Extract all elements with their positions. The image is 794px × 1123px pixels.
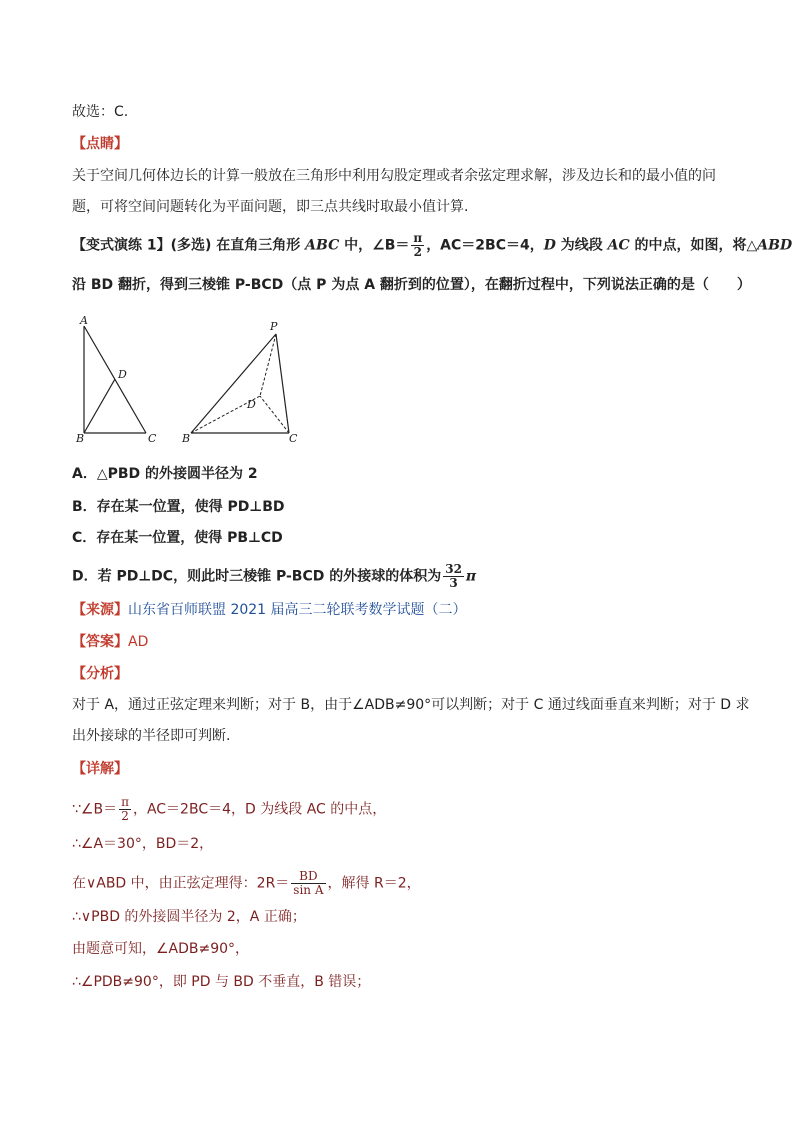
frac-den: sin A <box>293 883 324 897</box>
option-a: A．△PBD 的外接圆半径为 2 <box>72 466 258 482</box>
problem-text: 为线段 <box>555 237 608 254</box>
frac-num: π <box>121 795 129 809</box>
option-c: C．存在某一位置，使得 PB⊥CD <box>72 530 283 546</box>
pi-symbol: π <box>465 568 477 585</box>
frac-num: π <box>413 231 423 245</box>
problem-line-1 <box>72 232 792 259</box>
triangle-abc: ABC <box>305 237 340 254</box>
detail-line-3 <box>72 870 421 897</box>
source-label: 【来源】 <box>72 602 128 618</box>
option-d-text: D．若 PD⊥DC，则此时三棱锥 P-BCD 的外接球的体积为 <box>72 568 442 585</box>
detail-line-5: 由题意可知，∠ADB≠90°， <box>72 941 250 957</box>
dianjing-label: 【点睛】 <box>72 136 128 152</box>
pi-over-2-fraction <box>411 232 424 259</box>
frac-den: 2 <box>121 809 129 823</box>
problem-text: 的中点，如图，将△ <box>629 237 758 254</box>
label-a: A <box>80 314 88 327</box>
detail-line-1 <box>72 796 386 823</box>
answer-label: 【答案】 <box>72 634 128 650</box>
problem-label: 【变式演练 1】 <box>72 237 171 254</box>
volume-fraction <box>443 563 464 590</box>
problem-text: (多选) 在直角三角形 <box>170 237 306 254</box>
triangle-abd: ABD <box>757 237 793 254</box>
frac-den: 2 <box>413 245 422 259</box>
label-p: P <box>270 320 278 333</box>
problem-text: 中，∠B＝ <box>339 237 410 254</box>
detail-text: ，AC＝2BC＝4，D 为线段 AC 的中点， <box>132 801 387 818</box>
source-line <box>72 600 467 620</box>
answer-choice-text: 故选：C. <box>72 104 129 120</box>
frac-den: 3 <box>449 576 458 590</box>
dianjing-text-1: 关于空间几何体边长的计算一般放在三角形中利用勾股定理或者余弦定理求解，涉及边长和的最小值的问 <box>72 168 716 184</box>
label-d-right: D <box>247 398 256 411</box>
label-b: B <box>76 432 85 445</box>
detail-text: ，解得 R＝2， <box>327 875 421 892</box>
pi-over-2-fraction <box>119 796 131 823</box>
geometry-figure <box>70 312 310 447</box>
detail-text: ∵∠B＝ <box>72 801 118 818</box>
edge-bd <box>84 379 115 433</box>
label-d: D <box>118 368 127 381</box>
detail-line-6: ∴∠PDB≠90°，即 PD 与 BD 不垂直，B 错误； <box>72 974 371 990</box>
edge-pc <box>276 334 289 433</box>
answer-text: AD <box>128 634 149 650</box>
label-b-right: B <box>182 432 191 445</box>
label-c-right: C <box>289 432 298 445</box>
frac-num: BD <box>291 870 325 884</box>
guxuan-line <box>72 102 128 122</box>
problem-line-2: 沿 BD 翻折，得到三棱锥 P-BCD（点 P 为点 A 翻折到的位置），在翻折过程中，下列说法正确的是（ ） <box>72 277 751 293</box>
option-d <box>72 563 476 590</box>
dianjing-text-2: 题，可将空间问题转化为平面问题，即三点共线时取最小值计算. <box>72 199 469 215</box>
detail-text: 在∨ABD 中，由正弦定理得：2R＝ <box>72 875 290 892</box>
label-c: C <box>148 432 157 445</box>
source-text: 山东省百师联盟 2021 届高三二轮联考数学试题（二） <box>128 602 467 618</box>
detail-line-2: ∴∠A＝30°，BD＝2， <box>72 836 214 852</box>
sine-rule-fraction <box>291 870 325 897</box>
detail-line-4: ∴∨PBD 的外接圆半径为 2，A 正确； <box>72 909 306 925</box>
analysis-text-1: 对于 A，通过正弦定理来判断；对于 B，由于∠ADB≠90°可以判断；对于 C 通过线面垂直来判断；对于 D 求 <box>72 697 750 713</box>
answer-line <box>72 632 148 652</box>
problem-text: ，AC＝2BC＝4， <box>426 237 544 254</box>
detail-label: 【详解】 <box>72 761 128 777</box>
option-b: B．存在某一位置，使得 PD⊥BD <box>72 499 285 515</box>
segment-ac: AC <box>607 237 630 254</box>
frac-num: 32 <box>445 562 462 576</box>
analysis-text-2: 出外接球的半径即可判断. <box>72 728 231 744</box>
analysis-label: 【分析】 <box>72 666 128 682</box>
point-d: D <box>543 237 556 254</box>
